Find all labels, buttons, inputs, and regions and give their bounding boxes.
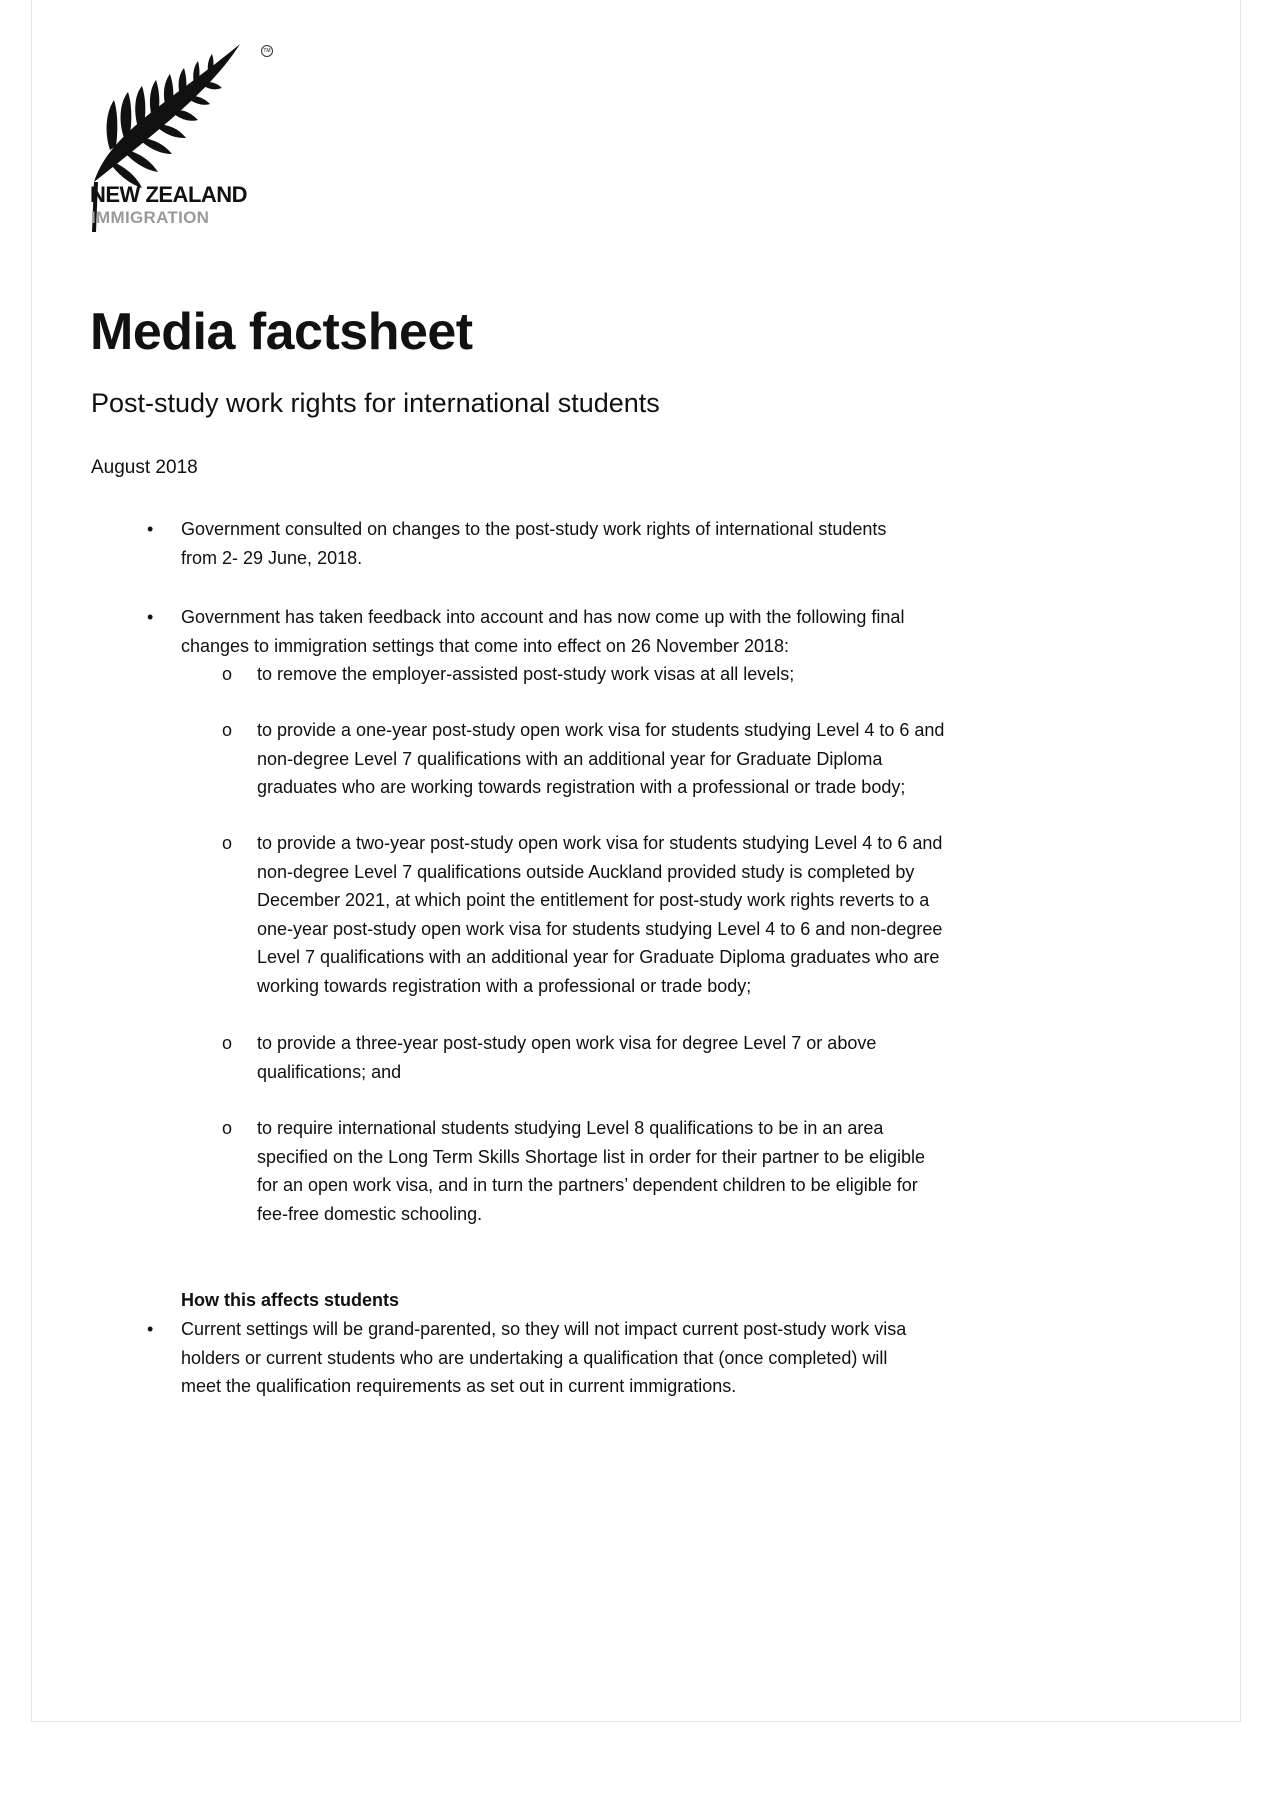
trademark-symbol: TM — [261, 45, 273, 57]
bullet-item — [181, 515, 886, 572]
text-line: specified on the Long Term Skills Shortage list in order for their partner to be eligible — [257, 1146, 926, 1167]
text-line: working towards registration with a professional or trade body; — [257, 975, 752, 996]
bullet-item-marker: • — [147, 607, 154, 627]
text-line: graduates who are working towards registration with a professional or trade body; — [257, 777, 906, 798]
text-line: to require international students studying Level 8 qualifications to be in an area — [257, 1118, 884, 1138]
sub-bullet-item — [257, 1029, 876, 1086]
sub-bullet-item-marker: o — [222, 664, 233, 684]
bullet-item-marker: • — [147, 1319, 154, 1339]
text-line: changes to immigration settings that come into effect on 26 November 2018: — [181, 635, 790, 656]
text-line: Government consulted on changes to the post-study work rights of international students — [181, 519, 887, 539]
text-line: Current settings will be grand-parented, so they will not impact current post-study work visa — [181, 1319, 907, 1339]
sub-bullet-item — [257, 1114, 925, 1228]
sub-bullet-item-marker: o — [222, 833, 233, 853]
text-line: to provide a one-year post-study open work visa for students studying Level 4 to 6 and — [257, 720, 945, 740]
text-line: fee-free domestic schooling. — [257, 1203, 483, 1224]
text-line: from 2- 29 June, 2018. — [181, 547, 363, 568]
text-line: meet the qualification requirements as set out in current immigrations. — [181, 1376, 737, 1397]
text-line: non-degree Level 7 qualifications with an additional year for Graduate Diploma — [257, 748, 883, 769]
text-line: to remove the employer-assisted post-study work visas at all levels; — [257, 664, 795, 684]
logo-immigration-text: IMMIGRATION — [91, 208, 210, 227]
bullet-item — [181, 1315, 906, 1401]
sub-bullet-item-marker: o — [222, 720, 233, 740]
bullet-item — [181, 603, 904, 660]
page-subtitle: Post-study work rights for international students — [91, 388, 660, 418]
page-title: Media factsheet — [90, 303, 473, 361]
sub-bullet-item-marker: o — [222, 1118, 233, 1138]
text-line: holders or current students who are undertaking a qualification that (once completed) will — [181, 1347, 888, 1368]
sub-bullet-item — [257, 829, 942, 1001]
text-line: non-degree Level 7 qualifications outside Auckland provided study is completed by — [257, 861, 915, 882]
logo-new-zealand-text: NEW ZEALAND — [90, 182, 248, 207]
text-line: December 2021, at which point the entitlement for post-study work rights reverts to a — [257, 890, 930, 911]
text-line: qualifications; and — [257, 1061, 402, 1082]
publication-date: August 2018 — [91, 457, 198, 478]
text-line: one-year post-study open work visa for students studying Level 4 to 6 and non-degree — [257, 918, 943, 939]
sub-bullet-item — [257, 660, 794, 689]
text-line: to provide a three-year post-study open work visa for degree Level 7 or above — [257, 1033, 877, 1053]
sub-bullet-item — [257, 716, 944, 802]
bullet-item-marker: • — [147, 519, 154, 539]
text-line: to provide a two-year post-study open work visa for students studying Level 4 to 6 and — [257, 833, 943, 853]
sub-bullet-item-marker: o — [222, 1033, 233, 1053]
text-line: Government has taken feedback into account and has now come up with the following final — [181, 607, 905, 627]
section-heading: How this affects students — [181, 1290, 400, 1310]
text-line: for an open work visa, and in turn the partners’ dependent children to be eligible for — [257, 1175, 918, 1196]
text-line: Level 7 qualifications with an additional year for Graduate Diploma graduates who are — [257, 947, 940, 968]
